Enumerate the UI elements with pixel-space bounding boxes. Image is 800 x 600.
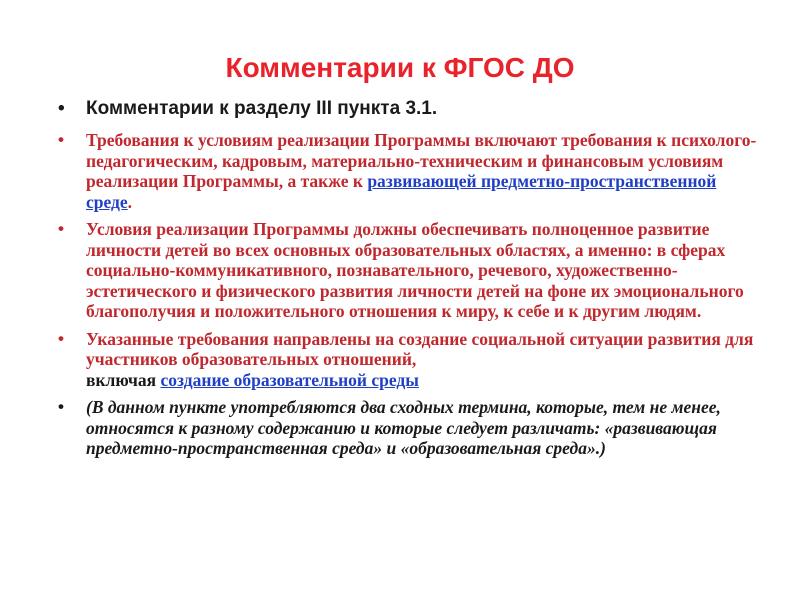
- requirements-text: Требования к условиям реализации Программы включают требования к психолого-педагогическим, кадровым, материально-техническим и финансовым условиям реализации Программы, а также к: [86, 130, 757, 191]
- note-text: (В данном пункте употребляются два сходных термина, которые, тем не менее, относятся к разному содержанию и которые следует различать: «развивающая предметно-пространственная среда» и «образовательная среда».): [86, 397, 721, 458]
- bullet-icon: •: [58, 98, 65, 119]
- link-educational-environment[interactable]: создание образовательной среды: [160, 369, 419, 390]
- heading-text: Комментарии к разделу III пункта 3.1.: [86, 98, 438, 119]
- link-developing-environment[interactable]: развивающей предметно-пространственной среде: [86, 171, 717, 212]
- conditions-text: Условия реализации Программы должны обеспечивать полноценное развитие личности детей во всех основных образовательных областях, а именно: в сферах социально-коммуникативного, познавательного, речевого, художественно-эстетического и физического развития личности детей на фоне их эмоционального благополучия и положительного отношения к миру, к себе и к другим людям.: [86, 219, 744, 321]
- slide-title: Комментарии к ФГОС ДО: [225, 52, 575, 83]
- directed-text-including: включая: [86, 369, 161, 390]
- bullet-list: [58, 96, 758, 459]
- bullet-icon: •: [58, 397, 64, 416]
- bullet-icon: •: [58, 130, 64, 149]
- list-item-note: [58, 397, 758, 459]
- list-item-directed: [58, 329, 758, 391]
- directed-text: Указанные требования направлены на создание социальной ситуации развития для участников образовательных отношений,: [86, 328, 754, 369]
- list-item-requirements: [58, 130, 758, 212]
- bullet-icon: •: [58, 328, 64, 348]
- list-item-conditions: [58, 219, 758, 322]
- bullet-icon: •: [58, 219, 64, 238]
- requirements-text-end: .: [127, 191, 133, 212]
- list-item-heading: [58, 96, 758, 122]
